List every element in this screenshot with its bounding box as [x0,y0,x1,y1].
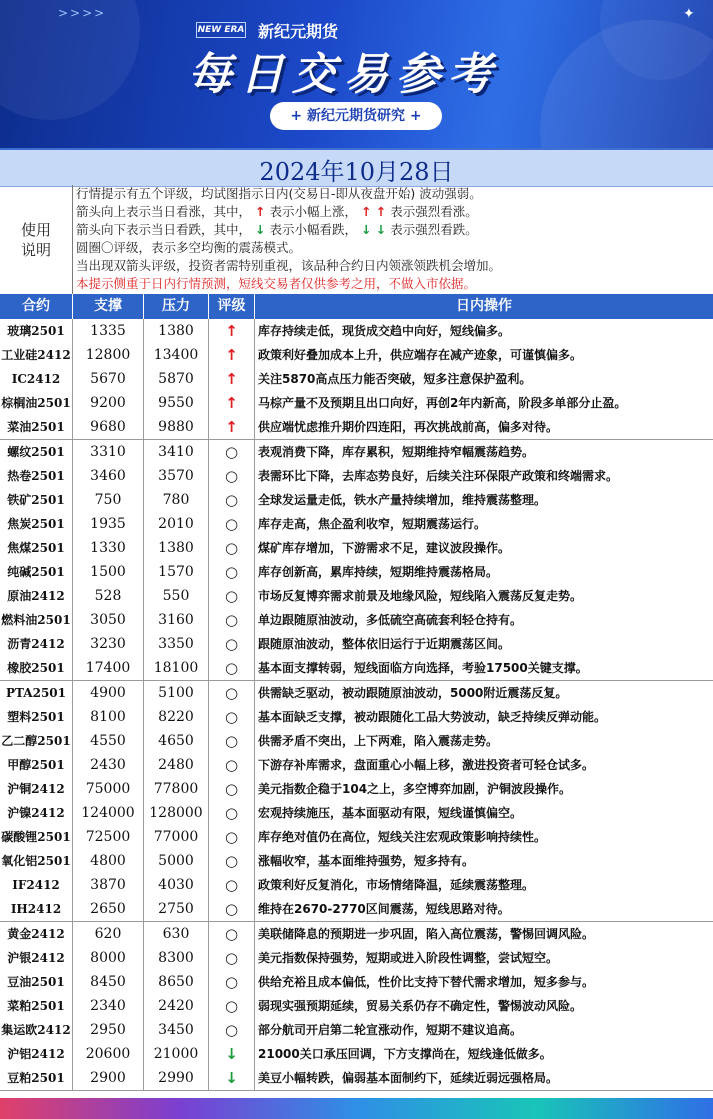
pressure-cell: 3160 [144,608,209,632]
table-row [0,584,713,609]
page-title: 每日交易参考 [188,49,500,100]
rating-circle-icon: ○ [209,873,255,897]
operation-cell: 宏观持续施压，基本面驱动有限，短线谨慎偏空。 [255,801,713,825]
contract-cell: PTA2501 [0,681,73,705]
contract-cell: 菜油2501 [0,415,73,439]
table-row [0,1018,713,1043]
rating-circle-icon: ○ [209,584,255,608]
contract-cell: 螺纹2501 [0,440,73,464]
rating-up-icon: ↑ [209,343,255,367]
up-arrow-icon: ↑ [255,204,266,219]
pressure-cell: 21000 [144,1042,209,1066]
rating-circle-icon: ○ [209,777,255,801]
pressure-cell: 3450 [144,1018,209,1042]
table-row [0,849,713,874]
support-cell: 3310 [73,440,144,464]
operation-cell: 维持在2670-2770区间震荡，短线思路对待。 [255,897,713,921]
pressure-cell: 1380 [144,536,209,560]
rating-circle-icon: ○ [209,922,255,946]
operation-cell: 库存创新高，累库持续，短期维持震荡格局。 [255,560,713,584]
contract-cell: 沪镍2412 [0,801,73,825]
pressure-cell: 4650 [144,729,209,753]
brand-name: 新纪元期货 [258,22,339,41]
rating-circle-icon: ○ [209,656,255,680]
support-cell: 9680 [73,415,144,439]
pressure-cell: 8220 [144,705,209,729]
usage-notes [0,185,713,295]
down-arrow-icon: ↓ [255,222,266,237]
table-row [0,729,713,754]
pressure-cell: 1380 [144,319,209,343]
pressure-cell: 3410 [144,440,209,464]
operation-cell: 库存持续走低，现货成交趋中向好，短线偏多。 [255,319,713,343]
table-row [0,1042,713,1067]
contract-cell: IC2412 [0,367,73,391]
pressure-cell: 77800 [144,777,209,801]
contract-cell: 棕榈油2501 [0,391,73,415]
table-row [0,512,713,537]
support-cell: 2950 [73,1018,144,1042]
table-row [0,753,713,778]
contract-cell: 黄金2412 [0,922,73,946]
contract-cell: 集运欧2412 [0,1018,73,1042]
contract-cell: 铁矿2501 [0,488,73,512]
operation-cell: 关注5870高点压力能否突破，短多注意保护盈利。 [255,367,713,391]
operation-cell: 美联储降息的预期进一步巩固，陷入高位震荡，警惕回调风险。 [255,922,713,946]
rating-circle-icon: ○ [209,560,255,584]
support-cell: 12800 [73,343,144,367]
support-cell: 750 [73,488,144,512]
support-cell: 8000 [73,946,144,970]
contract-cell: 碳酸锂2501 [0,825,73,849]
table-row [0,488,713,513]
usage-label-line2: 说明 [20,240,51,259]
support-cell: 17400 [73,656,144,680]
support-cell: 4800 [73,849,144,873]
rating-circle-icon: ○ [209,970,255,994]
operation-cell: 基本面支撑转弱，短线面临方向选择，考验17500关键支撑。 [255,656,713,680]
sparkle-icon: ✦ [683,6,695,22]
rating-circle-icon: ○ [209,1018,255,1042]
pressure-cell: 2010 [144,512,209,536]
contract-cell: 甲醇2501 [0,753,73,777]
table-row [0,319,713,344]
table-row [0,946,713,971]
usage-note-1: 行情提示有五个评级，均试图指示日内(交易日-即从夜盘开始) 波动强弱。 [76,186,482,201]
table-row [0,994,713,1019]
table-row [0,656,713,681]
double-up-arrow-icon: ↑ ↑ [360,204,387,219]
contract-cell: 氧化铝2501 [0,849,73,873]
support-cell: 3230 [73,632,144,656]
operation-cell: 马棕产量不及预期且出口向好，再创2年内新高，阶段多单部分止盈。 [255,391,713,415]
operation-cell: 美豆小幅转跌，偏弱基本面制约下，延续近弱远强格局。 [255,1066,713,1090]
pressure-cell: 8300 [144,946,209,970]
rating-circle-icon: ○ [209,705,255,729]
header-pressure: 压力 [144,294,209,319]
rating-circle-icon: ○ [209,488,255,512]
note-text: 箭头向下表示当日看跌，其中， [76,222,252,237]
rating-circle-icon: ○ [209,897,255,921]
support-cell: 8450 [73,970,144,994]
contract-cell: 原油2412 [0,584,73,608]
pressure-cell: 18100 [144,656,209,680]
usage-label-line1: 使用 [20,220,51,239]
table-row [0,705,713,730]
operation-cell: 供需缺乏驱动，被动跟随原油波动，5000附近震荡反复。 [255,681,713,705]
pressure-cell: 780 [144,488,209,512]
pressure-cell: 2750 [144,897,209,921]
support-cell: 2900 [73,1066,144,1090]
contract-cell: 燃料油2501 [0,608,73,632]
table-row [0,560,713,585]
pressure-cell: 9880 [144,415,209,439]
pressure-cell: 5870 [144,367,209,391]
usage-note-up [76,203,478,221]
operation-cell: 政策利好叠加成本上升，供应端存在减产迹象，可谨慎偏多。 [255,343,713,367]
rating-down-icon: ↓ [209,1066,255,1090]
operation-cell: 表需环比下降，去库态势良好，后续关注环保限产政策和终端需求。 [255,464,713,488]
contract-cell: 塑料2501 [0,705,73,729]
operation-cell: 供需矛盾不突出，上下两难，陷入震荡走势。 [255,729,713,753]
table-row [0,897,713,922]
table-row [0,464,713,489]
support-cell: 5670 [73,367,144,391]
pressure-cell: 1570 [144,560,209,584]
header-operation: 日内操作 [456,298,512,314]
rating-circle-icon: ○ [209,536,255,560]
double-down-arrow-icon: ↓ ↓ [360,222,387,237]
pressure-cell: 2480 [144,753,209,777]
operation-cell: 涨幅收窄，基本面维持强势，短多持有。 [255,849,713,873]
subtitle-pill: + 新纪元期货研究 + [270,102,442,130]
support-cell: 2650 [73,897,144,921]
note-text: 表示小幅上涨， [269,204,357,219]
rating-circle-icon: ○ [209,464,255,488]
support-cell: 4550 [73,729,144,753]
operation-cell: 美元指数保持强势，短期或进入阶段性调整，尝试短空。 [255,946,713,970]
operation-cell: 煤矿库存增加，下游需求不足，建议波段操作。 [255,536,713,560]
support-cell: 4900 [73,681,144,705]
pressure-cell: 8650 [144,970,209,994]
pressure-cell: 5100 [144,681,209,705]
support-cell: 2340 [73,994,144,1018]
rating-circle-icon: ○ [209,946,255,970]
pressure-cell: 5000 [144,849,209,873]
support-cell: 3870 [73,873,144,897]
pressure-cell: 630 [144,922,209,946]
rating-circle-icon: ○ [209,632,255,656]
usage-note-down [76,221,478,239]
operation-cell: 库存绝对值仍在高位，短线关注宏观政策影响持续性。 [255,825,713,849]
support-cell: 1335 [73,319,144,343]
support-cell: 528 [73,584,144,608]
operation-cell: 全球发运量走低，铁水产量持续增加，维持震荡整理。 [255,488,713,512]
operation-cell: 供应端忧虑推升期价四连阳，再次挑战前高，偏多对待。 [255,415,713,439]
logo: NEW ERA [196,22,246,38]
support-cell: 8100 [73,705,144,729]
support-cell: 9200 [73,391,144,415]
rating-circle-icon: ○ [209,825,255,849]
support-cell: 1500 [73,560,144,584]
support-cell: 124000 [73,801,144,825]
contract-cell: 焦煤2501 [0,536,73,560]
contract-cell: 工业硅2412 [0,343,73,367]
table-row [0,922,713,947]
report-date: 2024年10月28日 [259,158,454,186]
operation-cell: 单边跟随原油波动，多低硫空高硫套利轻仓持有。 [255,608,713,632]
rating-up-icon: ↑ [209,415,255,439]
contract-cell: 菜粕2501 [0,994,73,1018]
table-row [0,632,713,657]
header-contract: 合约 [0,294,73,319]
support-cell: 1935 [73,512,144,536]
table-row [0,970,713,995]
header-support: 支撑 [73,294,144,319]
rating-circle-icon: ○ [209,681,255,705]
note-text: 表示强烈看涨。 [390,204,478,219]
operation-cell: 表观消费下降，库存累积，短期维持窄幅震荡趋势。 [255,440,713,464]
header-banner [0,0,713,148]
rating-down-icon: ↓ [209,1042,255,1066]
operation-cell: 美元指数企稳于104之上，多空博弈加剧，沪铜波段操作。 [255,777,713,801]
contract-cell: 纯碱2501 [0,560,73,584]
operation-cell: 库存走高，焦企盈利收窄，短期震荡运行。 [255,512,713,536]
note-text: 表示强烈看跌。 [390,222,478,237]
support-cell: 3050 [73,608,144,632]
operation-cell: 部分航司开启第二轮宣涨动作，短期不建议追高。 [255,1018,713,1042]
support-cell: 75000 [73,777,144,801]
table-row [0,440,713,465]
table-row [0,608,713,633]
rating-circle-icon: ○ [209,801,255,825]
pressure-cell: 3350 [144,632,209,656]
operation-cell: 弱现实强预期延续，贸易关系仍存不确定性，警惕波动风险。 [255,994,713,1018]
pressure-cell: 77000 [144,825,209,849]
contract-cell: 豆油2501 [0,970,73,994]
chevrons-icon: >>>> [58,6,107,20]
pressure-cell: 13400 [144,343,209,367]
support-cell: 72500 [73,825,144,849]
rating-circle-icon: ○ [209,753,255,777]
usage-note-double: 当出现双箭头评级，投资者需特别重视，该品种合约日内领涨领跌机会增加。 [76,258,502,273]
rating-circle-icon: ○ [209,849,255,873]
table-row [0,681,713,706]
support-cell: 20600 [73,1042,144,1066]
rating-circle-icon: ○ [209,512,255,536]
pressure-cell: 4030 [144,873,209,897]
operation-cell: 跟随原油波动，整体依旧运行于近期震荡区间。 [255,632,713,656]
pressure-cell: 3570 [144,464,209,488]
table-row [0,536,713,561]
table-row [0,415,713,440]
operation-cell: 基本面缺乏支撑，被动跟随化工品大势波动，缺乏持续反弹动能。 [255,705,713,729]
pressure-cell: 2420 [144,994,209,1018]
support-cell: 1330 [73,536,144,560]
note-text: 表示小幅看跌， [269,222,357,237]
contract-cell: IH2412 [0,897,73,921]
rating-up-icon: ↑ [209,367,255,391]
operation-cell: 21000关口承压回调，下方支撑尚在，短线逢低做多。 [255,1042,713,1066]
contract-cell: 沪银2412 [0,946,73,970]
pressure-cell: 9550 [144,391,209,415]
operation-cell: 市场反复博弈需求前景及地缘风险，短线陷入震荡反复走势。 [255,584,713,608]
table-row [0,801,713,826]
contract-cell: 玻璃2501 [0,319,73,343]
pressure-cell: 550 [144,584,209,608]
usage-note-circle: 圆圈〇评级，表示多空均衡的震荡模式。 [76,240,302,255]
support-cell: 2430 [73,753,144,777]
table-row [0,777,713,802]
table-row [0,391,713,416]
operation-cell: 下游存补库需求，盘面重心小幅上移，激进投资者可轻仓试多。 [255,753,713,777]
contract-cell: 乙二醇2501 [0,729,73,753]
table-row [0,873,713,898]
table-row [0,343,713,368]
header-rating: 评级 [209,294,255,319]
pressure-cell: 128000 [144,801,209,825]
table-row [0,1066,713,1091]
rating-circle-icon: ○ [209,608,255,632]
pressure-cell: 2990 [144,1066,209,1090]
operation-cell: 政策利好反复消化，市场情绪降温，延续震荡整理。 [255,873,713,897]
note-text: 箭头向上表示当日看涨，其中， [76,204,252,219]
table-row [0,825,713,850]
rating-circle-icon: ○ [209,994,255,1018]
contract-cell: 沥青2412 [0,632,73,656]
footer-stripe [0,1098,713,1119]
rating-circle-icon: ○ [209,729,255,753]
support-cell: 3460 [73,464,144,488]
rating-up-icon: ↑ [209,391,255,415]
support-cell: 620 [73,922,144,946]
table-header [0,294,713,319]
contract-cell: 沪铜2412 [0,777,73,801]
operation-cell: 供给充裕且成本偏低，性价比支持下替代需求增加，短多参与。 [255,970,713,994]
rating-up-icon: ↑ [209,319,255,343]
contract-cell: IF2412 [0,873,73,897]
contract-cell: 热卷2501 [0,464,73,488]
contract-cell: 沪铝2412 [0,1042,73,1066]
contract-cell: 橡胶2501 [0,656,73,680]
contract-cell: 豆粕2501 [0,1066,73,1090]
rating-circle-icon: ○ [209,440,255,464]
usage-note-disclaimer: 本提示侧重于日内行情预测，短线交易者仅供参考之用，不做入市依据。 [76,276,477,291]
table-row [0,367,713,392]
usage-label [0,185,73,294]
contract-cell: 焦炭2501 [0,512,73,536]
date-bar [0,148,713,187]
